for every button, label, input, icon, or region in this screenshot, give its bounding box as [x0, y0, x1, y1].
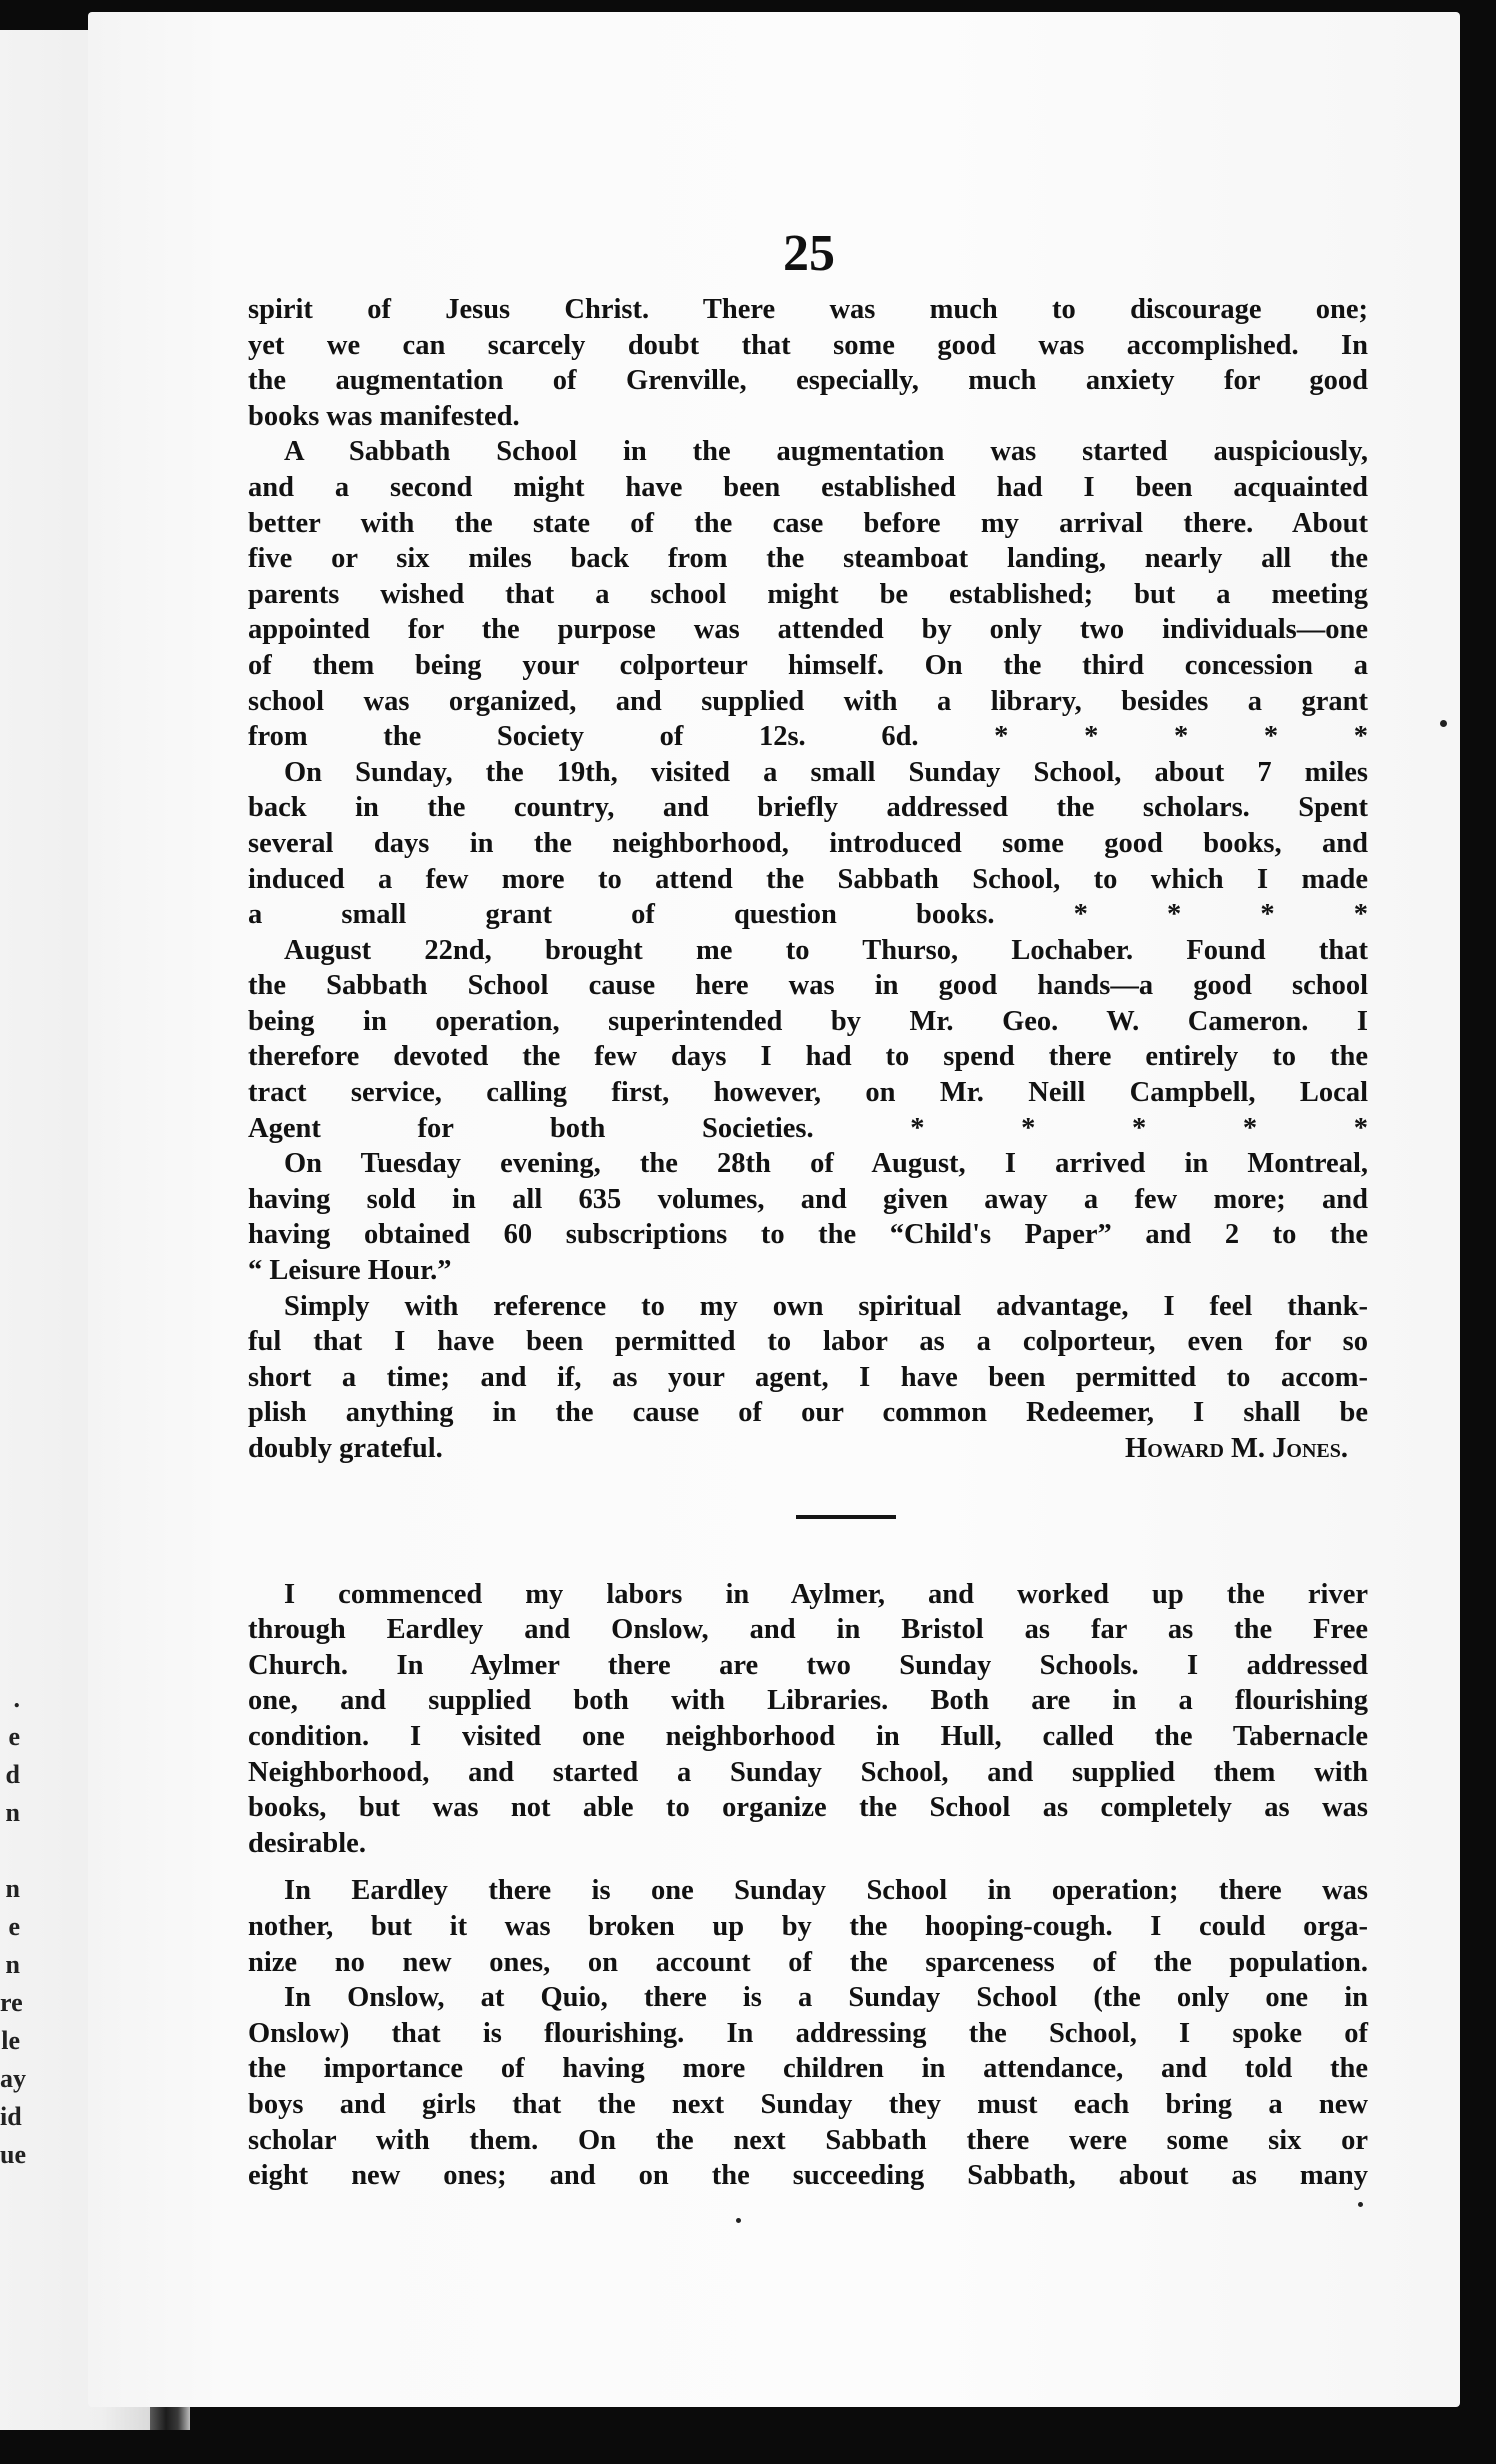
text-line: books was manifested.	[248, 400, 520, 432]
text-line: from the Society of 12s. 6d. * * * * *	[248, 721, 1368, 753]
text-line: having obtained 60 subscriptions to the “Child's Paper” and 2 to the	[248, 1219, 1368, 1251]
text-line: five or six miles back from the steamboat landing, nearly all the	[248, 543, 1368, 575]
left-fragment	[0, 1832, 20, 1870]
left-fragment: .	[13, 1684, 20, 1713]
left-fragment: e	[8, 1912, 20, 1941]
left-fragment: ue	[0, 2140, 26, 2169]
text-line: ful that I have been permitted to labor as a colporteur, even for so	[248, 1326, 1368, 1358]
left-fragment: n	[5, 1874, 20, 1903]
paragraph	[248, 933, 1368, 1147]
text-line: Church. In Aylmer there are two Sunday Schools. I addressed	[248, 1649, 1368, 1681]
text-line: parents wished that a school might be established; but a meeting	[248, 578, 1368, 610]
text-line: yet we can scarcely doubt that some good was accomplished. In	[248, 329, 1368, 361]
paragraph	[248, 1980, 1368, 2194]
divider-rule	[796, 1515, 896, 1519]
section-divider	[248, 1467, 1368, 1577]
ink-speck	[1358, 2202, 1363, 2207]
signature: Howard M. Jones.	[1125, 1433, 1348, 1464]
text-line: nize no new ones, on account of the sparceness of the population.	[248, 1946, 1368, 1978]
text-line: I commenced my labors in Aylmer, and worked up the river	[284, 1578, 1368, 1610]
text-line: August 22nd, brought me to Thurso, Lochaber. Found that	[284, 934, 1368, 966]
text-line: In Eardley there is one Sunday School in operation; there was	[284, 1875, 1368, 1907]
left-fragment: n	[5, 1950, 20, 1979]
ink-speck	[736, 2218, 741, 2223]
paragraph	[248, 1146, 1368, 1288]
left-fragment: ay	[0, 2064, 26, 2093]
text-line: being in operation, superintended by Mr. Geo. W. Cameron. I	[248, 1005, 1368, 1037]
left-fragment: re	[0, 1988, 23, 2017]
text-line: Simply with reference to my own spiritual advantage, I feel thank-	[284, 1290, 1368, 1322]
paragraph	[248, 1873, 1368, 1980]
left-fragment: id	[0, 2102, 22, 2131]
text-line: appointed for the purpose was attended by only two individuals—one	[248, 614, 1368, 646]
text-line: therefore devoted the few days I had to spend there entirely to the	[248, 1041, 1368, 1073]
text-line: Neighborhood, and started a Sunday School, and supplied them with	[248, 1756, 1368, 1788]
text-line: several days in the neighborhood, introduced some good books, and	[248, 827, 1368, 859]
text-line: through Eardley and Onslow, and in Bristol as far as the Free	[248, 1614, 1368, 1646]
text-line: tract service, calling first, however, on Mr. Neill Campbell, Local	[248, 1077, 1368, 1109]
ink-speck	[1440, 720, 1447, 727]
text-line: condition. I visited one neighborhood in Hull, called the Tabernacle	[248, 1720, 1368, 1752]
text-line: induced a few more to attend the Sabbath School, to which I made	[248, 863, 1368, 895]
left-fragment: n	[5, 1798, 20, 1827]
text-line: Agent for both Societies. * * * * *	[248, 1112, 1368, 1144]
text-line: the importance of having more children in attendance, and told the	[248, 2053, 1368, 2085]
text-line: short a time; and if, as your agent, I have been permitted to accom-	[248, 1361, 1368, 1393]
text-line: school was organized, and supplied with a library, besides a grant	[248, 685, 1368, 717]
left-fragment: e	[8, 1722, 20, 1751]
paragraph	[248, 434, 1368, 754]
closing-text: doubly grateful.	[248, 1433, 443, 1464]
text-line: one, and supplied both with Libraries. Both are in a flourishing	[248, 1685, 1368, 1717]
text-line: boys and girls that the next Sunday they must each bring a new	[248, 2088, 1368, 2120]
left-fragment: d	[5, 1760, 20, 1789]
text-line: and a second might have been established had I been acquainted	[248, 471, 1368, 503]
text-line: of them being your colporteur himself. On the third concession a	[248, 649, 1368, 681]
text-line: In Onslow, at Quio, there is a Sunday School (the only one in	[284, 1982, 1368, 2014]
left-page-text-fragments	[0, 1680, 26, 2174]
text-line: a small grant of question books. * * * *	[248, 899, 1368, 931]
page-body	[248, 292, 1368, 2194]
text-line: having sold in all 635 volumes, and given away a few more; and	[248, 1183, 1368, 1215]
text-line: On Sunday, the 19th, visited a small Sunday School, about 7 miles	[284, 756, 1368, 788]
text-line: A Sabbath School in the augmentation was started auspiciously,	[284, 436, 1368, 468]
right-page	[88, 12, 1460, 2407]
text-line: the augmentation of Grenville, especially, much anxiety for good	[248, 365, 1368, 397]
paragraph	[248, 755, 1368, 933]
text-line: scholar with them. On the next Sabbath there were some six or	[248, 2124, 1368, 2156]
text-line: desirable.	[248, 1827, 366, 1859]
text-line: plish anything in the cause of our common Redeemer, I shall be	[248, 1397, 1368, 1429]
text-line: nother, but it was broken up by the hooping-cough. I could orga-	[248, 1910, 1368, 1942]
paragraph-gap	[248, 1861, 1368, 1873]
text-line: spirit of Jesus Christ. There was much to discourage one;	[248, 294, 1368, 325]
closing-line	[248, 1431, 1368, 1467]
left-fragment: le	[1, 2026, 20, 2055]
text-line: On Tuesday evening, the 28th of August, I arrived in Montreal,	[284, 1148, 1368, 1180]
text-line: “ Leisure Hour.”	[248, 1255, 452, 1287]
paragraph	[248, 292, 1368, 434]
text-line: Onslow) that is flourishing. In addressing the School, I spoke of	[248, 2017, 1368, 2049]
paragraph	[248, 1577, 1368, 1862]
paragraph	[248, 1289, 1368, 1467]
text-line: eight new ones; and on the succeeding Sabbath, about as many	[248, 2160, 1368, 2192]
text-line: the Sabbath School cause here was in good hands—a good school	[248, 970, 1368, 1002]
text-line: back in the country, and briefly addressed the scholars. Spent	[248, 792, 1368, 824]
text-line: books, but was not able to organize the School as completely as was	[248, 1792, 1368, 1824]
page-number: 25	[783, 225, 835, 282]
text-line: better with the state of the case before my arrival there. About	[248, 507, 1368, 539]
